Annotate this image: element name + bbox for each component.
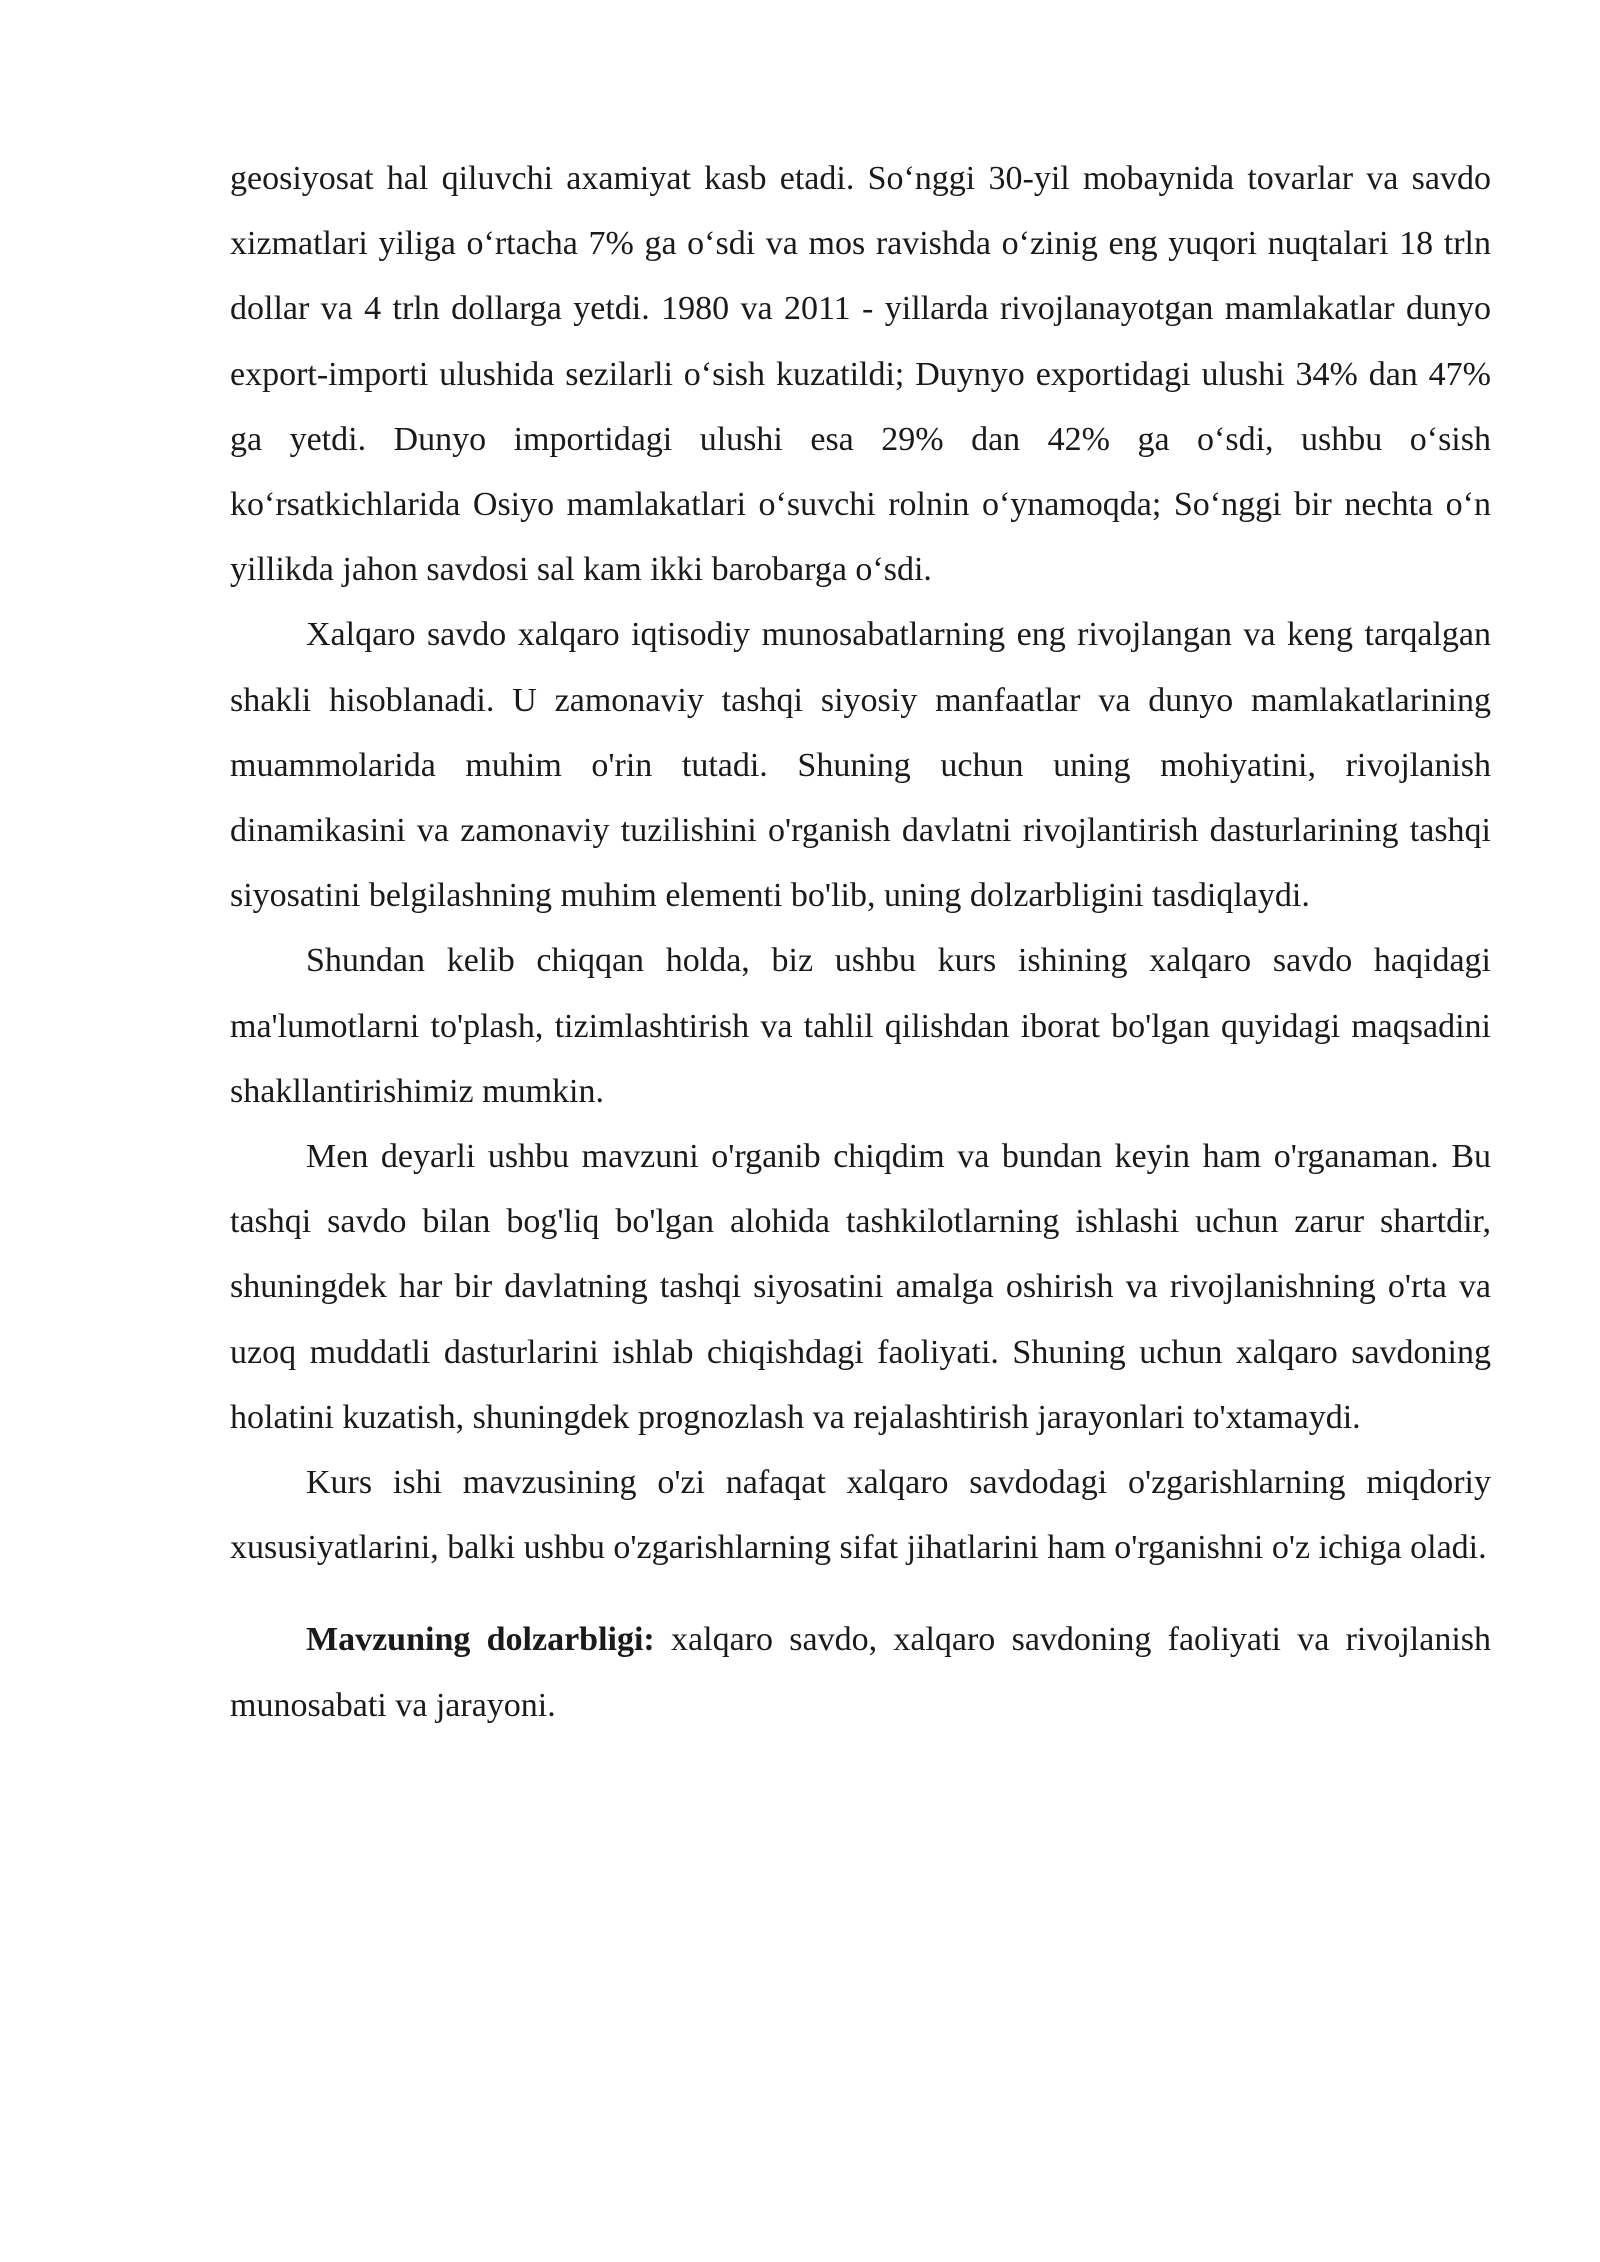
paragraph-study-reason: Men deyarli ushbu mavzuni o'rganib chiqdim va bundan keyin ham o'rganaman. Bu tashqi savdo bilan bog'liq bo'lgan alohida tashkilotlarning ishlashi uchun zarur shartdir, shuningdek har bir davlatning tashqi siyosatini amalga oshirish va rivojlanishning o'rta va uzoq muddatli dasturlarini ishlab chiqishdagi faoliyati. Shuning uchun xalqaro savdoning holatini kuzatish, shuningdek prognozlash va rejalashtirish jarayonlari to'xtamaydi. [230, 1138, 1491, 1436]
paragraph-course-goal: Shundan kelib chiqqan holda, biz ushbu kurs ishining xalqaro savdo haqidagi ma'lumotlarni to'plash, tizimlashtirish va tahlil qilishdan iborat bo'lgan quyidagi maqsadini shakllantirishimiz mumkin. [230, 942, 1491, 1110]
document-body [230, 146, 1491, 1738]
relevance-text: xalqaro savdo, xalqaro savdoning faoliyati va rivojlanish munosabati va jarayoni. [230, 1621, 1491, 1724]
relevance-heading: Mavzuning dolzarbligi: [306, 1621, 655, 1659]
paragraph-intro-continuation: geosiyosat hal qiluvchi axamiyat kasb etadi. So‘nggi 30-yil mobaynida tovarlar va savdo xizmatlari yiliga o‘rtacha 7% ga o‘sdi va mos ravishda o‘zinig eng yuqori nuqtalari 18 trln dollar va 4 trln dollarga yetdi. 1980 va 2011 - yillarda rivojlanayotgan mamlakatlar dunyo export-importi ulushida sezilarli o‘sish kuzatildi; Duynyo exportidagi ulushi 34% dan 47% ga yetdi. Dunyo importidagi ulushi esa 29% dan 42% ga o‘sdi, ushbu o‘sish ko‘rsatkichlarida Osiyo mamlakatlari o‘suvchi rolnin o‘ynamoqda; So‘nggi bir nechta o‘n yillikda jahon savdosi sal kam ikki barobarga o‘sdi. [230, 160, 1491, 589]
paragraph-relevance [230, 1607, 1491, 1737]
paragraph-spacer [230, 1580, 1491, 1607]
paragraph-international-trade: Xalqaro savdo xalqaro iqtisodiy munosabatlarning eng rivojlangan va keng tarqalgan shakli hisoblanadi. U zamonaviy tashqi siyosiy manfaatlar va dunyo mamlakatlarining muammolarida muhim o'rin tutadi. Shuning uchun uning mohiyatini, rivojlanish dinamikasini va zamonaviy tuzilishini o'rganish davlatni rivojlantirish dasturlarining tashqi siyosatini belgilashning muhim elementi bo'lib, uning dolzarbligini tasdiqlaydi. [230, 616, 1491, 915]
paragraph-course-topic: Kurs ishi mavzusining o'zi nafaqat xalqaro savdodagi o'zgarishlarning miqdoriy xususiyatlarini, balki ushbu o'zgarishlarning sifat jihatlarini ham o'rganishni o'z ichiga oladi. [230, 1464, 1491, 1567]
